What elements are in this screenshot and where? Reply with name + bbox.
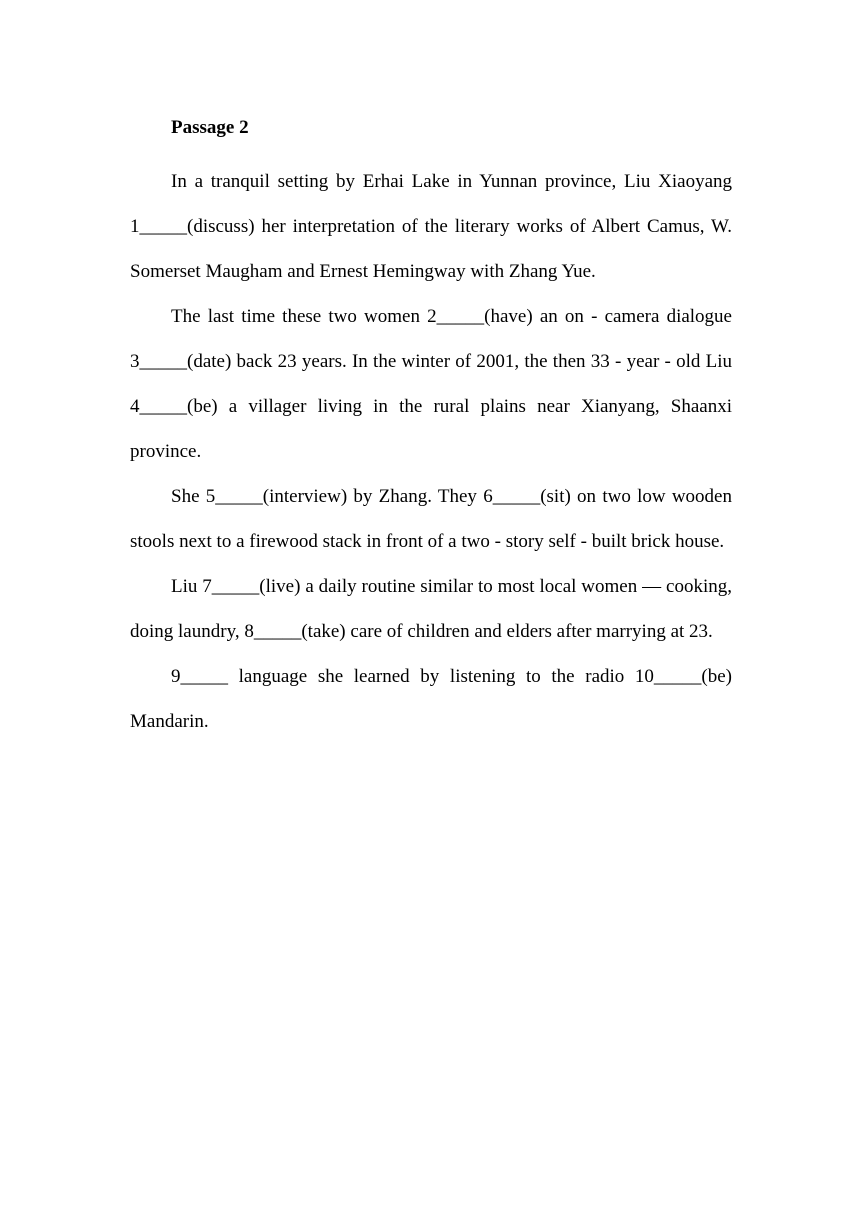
passage-heading: Passage 2	[171, 117, 249, 138]
paragraph-4: Liu 7_____(live) a daily routine similar to most local women — cooking, doing laundry, 8_____(take) care of children and elders after marrying at 23.	[130, 576, 732, 642]
passage-content	[130, 110, 732, 744]
paragraph-5: 9_____ language she learned by listening to the radio 10_____(be) Mandarin.	[130, 666, 732, 732]
paragraph-2: The last time these two women 2_____(have) an on - camera dialogue 3_____(date) back 23 years. In the winter of 2001, the then 33 - year - old Liu 4_____(be) a villager living in the rural plains near Xianyang, Shaanxi province.	[130, 306, 732, 462]
paragraph-1: In a tranquil setting by Erhai Lake in Yunnan province, Liu Xiaoyang 1_____(discuss) her interpretation of the literary works of Albert Camus, W. Somerset Maugham and Ernest Hemingway with Zhang Yue.	[130, 171, 732, 282]
paragraph-3: She 5_____(interview) by Zhang. They 6_____(sit) on two low wooden stools next to a firewood stack in front of a two - story self - built brick house.	[130, 486, 732, 552]
